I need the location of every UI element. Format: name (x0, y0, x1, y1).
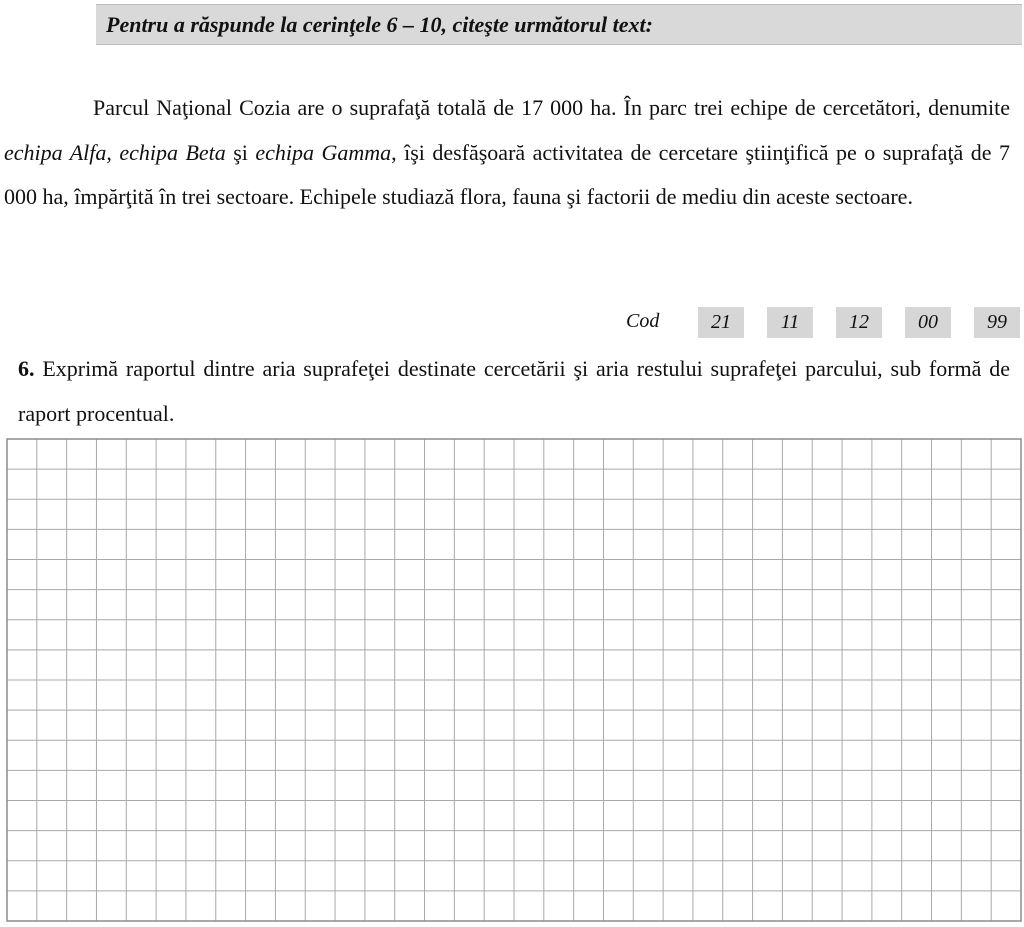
code-box-99: 99 (974, 307, 1020, 338)
scoring-code-row (0, 307, 1024, 339)
code-box-00: 00 (905, 307, 951, 338)
passage-sep-2: şi (225, 139, 256, 165)
answer-grid-lines (6, 438, 1022, 922)
team-gamma: echipa Gamma (255, 139, 392, 165)
code-box-11: 11 (767, 307, 813, 338)
question-text: Exprimă raportul dintre aria suprafeţei destinate cercetării şi aria restului suprafeţei parcului, sub formă de raport procentual. (18, 356, 1010, 426)
instruction-header (96, 4, 1022, 45)
team-alfa: echipa Alfa, (4, 139, 112, 165)
question-6 (18, 346, 1010, 436)
code-box-21: 21 (698, 307, 744, 338)
instruction-text: Pentru a răspunde la cerinţele 6 – 10, citeşte următorul text: (106, 12, 653, 37)
reading-passage (4, 86, 1010, 220)
answer-grid[interactable] (6, 438, 1022, 922)
team-beta: echipa Beta (119, 139, 226, 165)
code-box-12: 12 (836, 307, 882, 338)
passage-text-1: Parcul Naţional Cozia are o suprafaţă totală de 17 000 ha. În parc trei echipe de cercetători, denumite (93, 95, 1010, 120)
code-label: Cod (626, 310, 660, 332)
passage-text-2: , îşi desfăşoară activitatea de cercetare ştiinţifică pe o suprafaţă de 7 000 ha, împărţită în trei sectoare. Echipele studiază flora, fauna şi factorii de mediu din aceste sectoare. (4, 139, 1010, 210)
question-number: 6. (18, 356, 35, 381)
